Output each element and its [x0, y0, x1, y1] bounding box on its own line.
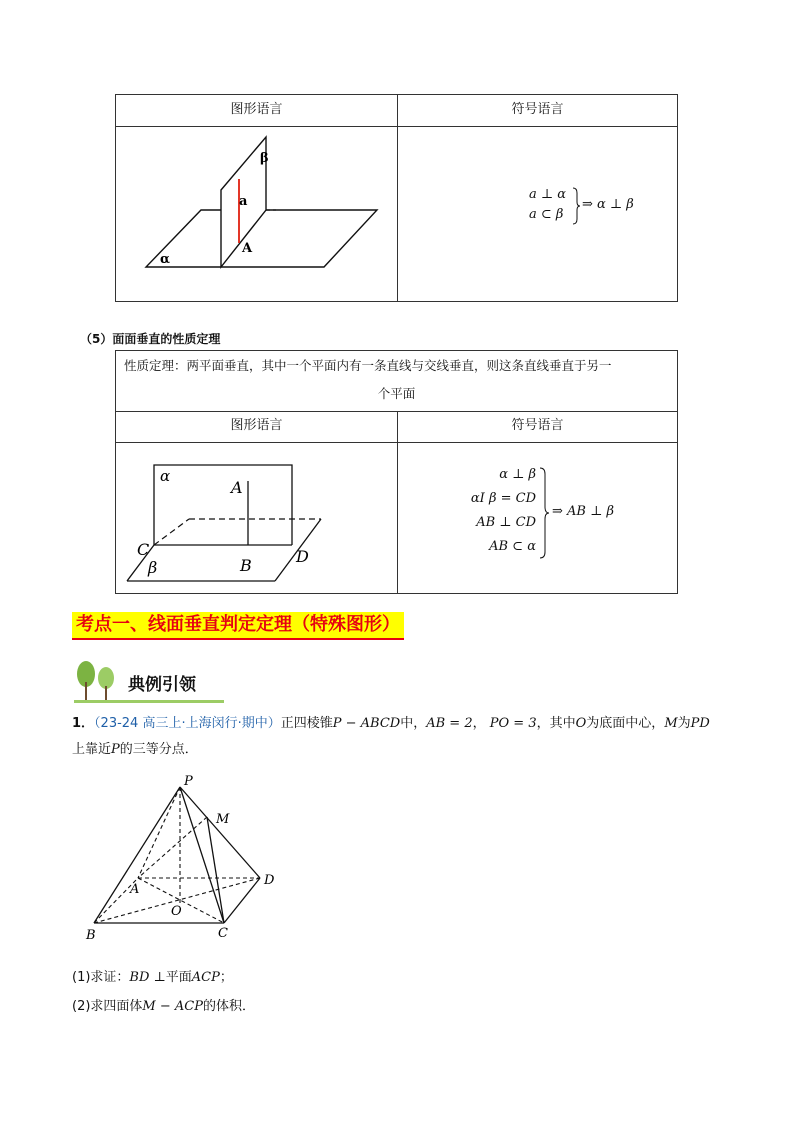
header-figure-language: 图形语言: [230, 102, 283, 117]
header-symbol-language: 符号语言: [511, 418, 564, 433]
label-A: A: [130, 882, 140, 897]
math-pd: PD: [690, 716, 710, 731]
plane-alpha: [154, 465, 292, 545]
question-text: 为: [677, 716, 691, 731]
label-C: C: [218, 926, 228, 941]
question-text: 为底面中心，: [586, 716, 665, 731]
question-text: 上靠近: [72, 742, 112, 757]
property-text: 性质定理：两平面垂直，其中一个平面内有一条直线与交线垂直，则这条直线垂直于另一: [124, 358, 612, 373]
table-divider: [397, 95, 398, 301]
edge-PA: [138, 787, 180, 878]
label-O: O: [171, 904, 182, 919]
question-text: ；: [219, 970, 233, 985]
question-number: 1．: [72, 716, 95, 731]
edge-PB: [94, 787, 180, 923]
figure-plane-perpendicular: [136, 135, 386, 285]
edge-CD: [224, 878, 260, 923]
figure-plane-property: [124, 461, 329, 586]
symbol-line: α ⊥ β: [499, 467, 536, 482]
question-text: 正四棱锥: [280, 716, 333, 731]
question-line-1: [72, 712, 710, 731]
plane-alpha: [146, 210, 377, 267]
math-acp: ACP: [191, 970, 220, 985]
label-M: M: [216, 812, 230, 827]
label-a: a: [239, 194, 248, 209]
question-part-2: [72, 995, 255, 1014]
question-text: 的体积．: [202, 999, 255, 1014]
question-text: ，其中: [536, 716, 576, 731]
math-m: M: [664, 716, 678, 731]
symbol-block-2: [456, 467, 671, 567]
example-banner: [72, 660, 232, 704]
edge-PD: [180, 787, 260, 878]
topic-heading: 考点一、线面垂直判定定理（特殊图形）: [72, 612, 404, 640]
question-text: (2)求四面体: [72, 999, 143, 1014]
header-symbol-language: 符号语言: [511, 102, 564, 117]
question-source: （23-24: [94, 716, 139, 731]
question-line-2: [72, 738, 198, 757]
symbol-block-1: [529, 187, 669, 237]
math-macp: M − ACP: [142, 999, 203, 1014]
math-bd: BD ⊥: [129, 970, 166, 985]
question-text: 的三等分点．: [119, 742, 198, 757]
math-o: O: [575, 716, 587, 731]
brace: [538, 467, 550, 559]
table-plane-perp-property: [115, 350, 678, 594]
question-text: (1)求证：: [72, 970, 130, 985]
label-beta: β: [148, 558, 158, 577]
label-A: A: [231, 478, 243, 497]
question-part-1: [72, 966, 233, 985]
symbol-line: αI β = CD: [470, 491, 536, 506]
example-banner-title: 典例引领: [128, 675, 196, 695]
figure-pyramid: [80, 775, 290, 945]
header-figure-language: 图形语言: [230, 418, 283, 433]
label-alpha: α: [160, 467, 171, 485]
label-D: D: [264, 873, 275, 888]
question-text: 中，: [400, 716, 427, 731]
math-p: P: [111, 742, 120, 757]
section-title: （5）面面垂直的性质定理: [80, 332, 221, 346]
symbol-line: AB ⊂ α: [489, 539, 536, 554]
segment-MC: [207, 817, 224, 923]
math-pyramid: P − ABCD: [332, 716, 401, 731]
symbol-line: a ⊥ α: [529, 187, 567, 202]
banner-underline: [74, 700, 224, 703]
property-text-cont: 个平面: [377, 386, 416, 401]
tree-icon: [72, 660, 122, 704]
question-text: ，: [472, 716, 486, 731]
label-D: D: [296, 547, 309, 566]
table-plane-perp-criterion: [115, 94, 678, 302]
hidden-edge: [154, 519, 189, 545]
table-divider: [397, 411, 398, 593]
label-P: P: [184, 775, 193, 789]
symbol-result: ⇒ α ⊥ β: [582, 197, 634, 212]
label-C: C: [137, 540, 150, 559]
brace: [571, 187, 581, 225]
label-B: B: [240, 556, 252, 575]
symbol-line: AB ⊥ CD: [476, 515, 536, 530]
question-source-rest: 高三上·上海闵行·期中）: [142, 716, 281, 731]
question-text: 平面: [165, 970, 192, 985]
label-A: A: [242, 241, 253, 256]
label-beta: β: [260, 151, 269, 166]
label-B: B: [86, 928, 96, 943]
label-alpha: α: [160, 252, 171, 267]
segment-MA: [138, 817, 207, 878]
symbol-line: a ⊂ β: [529, 207, 564, 222]
math-po: PO = 3: [489, 716, 537, 731]
math-ab: AB = 2: [426, 716, 473, 731]
symbol-result: ⇒ AB ⊥ β: [552, 504, 614, 519]
edge-PC: [180, 787, 224, 923]
